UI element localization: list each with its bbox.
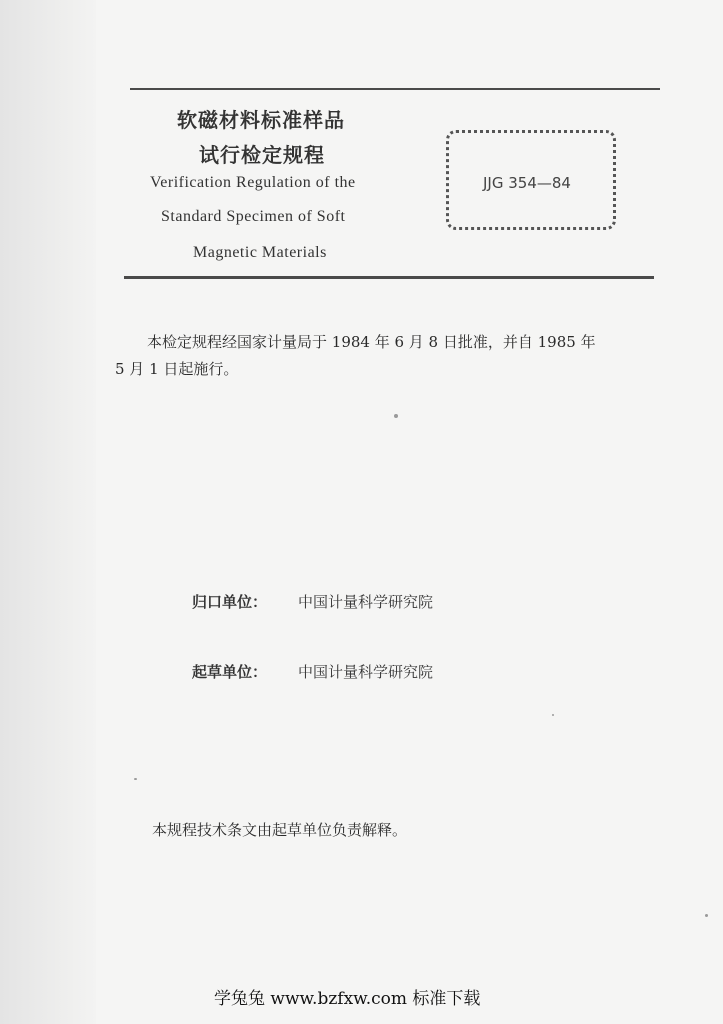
approval-text-line1: 本检定规程经国家计量局于 1984 年 6 月 8 日批准，并自 1985 年 — [147, 333, 596, 351]
header-bottom-rule — [124, 276, 654, 279]
responsible-unit-value: 中国计量科学研究院 — [298, 593, 434, 611]
title-cn-line2: 试行检定规程 — [199, 143, 325, 167]
scan-shadow — [0, 0, 96, 1024]
drafting-unit-value: 中国计量科学研究院 — [298, 663, 434, 681]
scan-speck — [705, 914, 708, 917]
approval-text-line2: 5 月 1 日起施行。 — [115, 360, 239, 378]
drafting-unit-label: 起草单位： — [192, 663, 268, 681]
title-en-line2: Standard Specimen of Soft — [161, 208, 346, 225]
title-en-line3: Magnetic Materials — [193, 244, 327, 261]
title-cn-line1: 软磁材料标准样品 — [177, 108, 345, 132]
regulation-code: JJG 354—84 — [483, 174, 571, 192]
scan-speck — [394, 414, 398, 418]
scan-speck — [552, 714, 554, 716]
scan-speck — [134, 778, 137, 780]
header-top-rule — [130, 88, 660, 90]
responsible-unit-label: 归口单位： — [192, 593, 268, 611]
footer-watermark: 学兔兔 www.bzfxw.com 标准下载 — [214, 989, 481, 1009]
interpretation-note: 本规程技术条文由起草单位负责解释。 — [152, 821, 408, 839]
title-en-line1: Verification Regulation of the — [150, 174, 356, 191]
